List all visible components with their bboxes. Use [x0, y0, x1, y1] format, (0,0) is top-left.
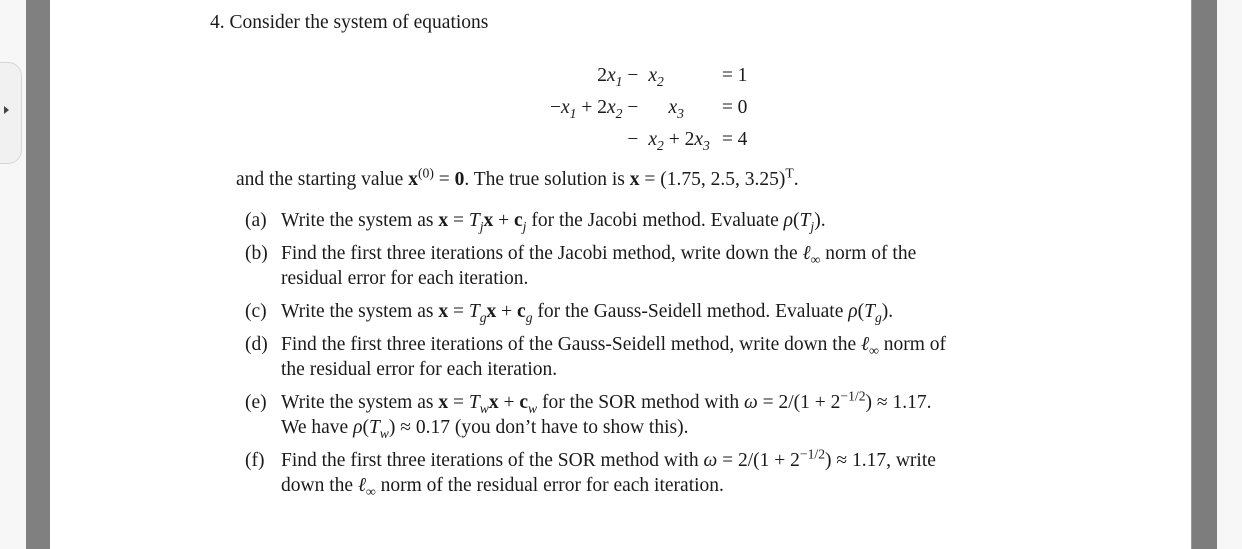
part-label: (e)	[245, 392, 267, 413]
math-symbol: T	[468, 392, 480, 413]
math-vector: c	[517, 301, 526, 322]
math-vector: c	[519, 392, 528, 413]
subscript: j	[479, 218, 484, 234]
part-text-line	[281, 360, 557, 380]
problem-intro: Consider the system of equations	[229, 12, 489, 33]
math-symbol: x	[694, 129, 703, 150]
subscript: j	[522, 218, 527, 234]
subscript: 1	[615, 73, 623, 89]
text-run: −	[550, 97, 561, 118]
equation-term	[550, 60, 638, 92]
equation-term	[638, 60, 709, 92]
text-run: Find the first three iterations of the Jacobi method, write down the	[281, 243, 803, 264]
expand-arrow-icon[interactable]	[4, 106, 9, 114]
subscript: g	[525, 309, 533, 325]
text-run: ) ≈ 1.17, write	[825, 450, 936, 471]
text-run: ).	[814, 210, 826, 231]
text-run: 2	[597, 65, 607, 86]
equation-system	[550, 60, 747, 156]
math-symbol: ρ	[783, 210, 794, 231]
part-text-line	[281, 417, 689, 441]
text-run: for the SOR method with	[537, 392, 744, 413]
math-symbol: ℓ	[357, 475, 367, 496]
subscript: ∞	[869, 342, 879, 358]
math-vector: x	[438, 210, 449, 231]
text-run: ) ≈ 0.17 (you don’t have to show this).	[388, 417, 689, 438]
text-run: We have	[281, 417, 354, 438]
text-run: =	[433, 169, 455, 190]
math-symbol: x	[648, 129, 657, 150]
text-run: =	[448, 392, 469, 413]
superscript: −1/2	[840, 388, 866, 404]
math-symbol: x	[606, 65, 616, 86]
math-vector: x	[438, 301, 449, 322]
superscript: T	[785, 165, 794, 181]
text-run: = (1.75, 2.5, 3.25)	[639, 169, 786, 190]
text-run: for the Jacobi method. Evaluate	[526, 210, 784, 231]
equation-term	[550, 92, 638, 124]
text-run: =	[448, 210, 469, 231]
math-symbol: ω	[703, 450, 718, 471]
math-vector: x	[629, 169, 640, 190]
text-run: = 1	[721, 65, 748, 86]
text-run: (	[362, 417, 369, 438]
text-run: . The true solution is	[464, 169, 630, 190]
math-symbol: ℓ	[802, 243, 811, 264]
math-symbol: ℓ	[861, 334, 870, 355]
math-symbol: x	[648, 65, 657, 86]
math-vector: c	[514, 210, 523, 231]
math-vector: 0	[454, 169, 465, 190]
part-label: (d)	[245, 334, 268, 355]
equation-term	[638, 124, 709, 156]
text-run: norm of the residual error for each iteration.	[375, 475, 724, 496]
text-run: Find the first three iterations of the SOR method with	[281, 450, 704, 471]
text-run: down the	[281, 475, 358, 496]
text-run: residual error for each iteration.	[281, 268, 529, 289]
text-run: ) ≈ 1.17.	[865, 392, 932, 413]
text-run: norm of	[878, 334, 947, 355]
text-run: −	[627, 129, 639, 150]
subscript: w	[479, 400, 489, 416]
math-symbol: T	[799, 210, 811, 231]
equation-row	[550, 92, 747, 124]
viewer-gutter-left	[26, 0, 50, 549]
text-run: −	[622, 65, 639, 86]
equation-row	[550, 60, 747, 92]
part-label: (a)	[245, 210, 267, 231]
text-run: (	[793, 210, 800, 231]
text-run: +	[493, 210, 514, 231]
text-run: = 2/(1 + 2	[717, 450, 800, 471]
text-run: Write the system as	[281, 392, 439, 413]
math-vector: x	[486, 301, 497, 322]
part-text-line	[281, 475, 724, 499]
subscript: w	[527, 400, 538, 416]
text-run: Write the system as	[281, 210, 439, 231]
math-vector: x	[488, 392, 499, 413]
subscript: 2	[615, 105, 623, 121]
math-symbol: ω	[743, 392, 758, 413]
math-vector: x	[483, 210, 494, 231]
math-symbol: T	[468, 210, 480, 231]
text-run: Find the first three iterations of the Gauss-Seidell method, write down the	[281, 334, 862, 355]
part-label: (c)	[245, 301, 267, 322]
text-run: + 2	[576, 97, 607, 118]
text-run: = 4	[721, 129, 748, 150]
text-run: = 2/(1 + 2	[757, 392, 841, 413]
text-run: Write the system as	[281, 301, 439, 322]
math-symbol: T	[368, 417, 380, 438]
math-symbol: x	[668, 97, 678, 118]
text-run: + 2	[663, 129, 695, 150]
text-run: .	[793, 169, 799, 190]
math-symbol: x	[561, 97, 570, 118]
equation-term	[550, 124, 638, 156]
part-text-line	[281, 301, 894, 325]
math-vector: x	[438, 392, 449, 413]
problem-number: 4.	[210, 12, 225, 33]
equation-term	[710, 124, 748, 156]
subscript: 3	[677, 105, 684, 121]
subscript: g	[479, 309, 487, 325]
part-text-line	[281, 446, 936, 471]
text-run: = 0	[721, 97, 748, 118]
text-run: for the Gauss-Seidell method. Evaluate	[532, 301, 849, 322]
equation-term	[710, 92, 748, 124]
part-text-line	[281, 388, 932, 416]
subscript: 3	[702, 137, 710, 153]
part-text-line	[281, 269, 528, 289]
equation-term	[710, 60, 748, 92]
text-run: ).	[881, 301, 894, 322]
math-symbol: x	[606, 97, 616, 118]
subscript: j	[810, 218, 815, 234]
part-text-line	[281, 334, 947, 358]
math-symbol: ρ	[848, 301, 858, 322]
equation-term	[638, 92, 658, 124]
superscript: (0)	[417, 165, 434, 181]
math-symbol: T	[468, 301, 480, 322]
subscript: 1	[569, 105, 577, 121]
math-symbol: T	[864, 301, 875, 322]
document-page	[50, 0, 1191, 549]
viewer-scrollbar-track[interactable]	[1191, 0, 1217, 549]
text-run: (	[857, 301, 865, 322]
superscript: −1/2	[799, 446, 826, 462]
text-run: −	[622, 97, 639, 118]
subscript: w	[379, 425, 389, 441]
subscript: ∞	[366, 483, 376, 499]
math-vector: x	[408, 169, 418, 190]
part-label: (b)	[245, 243, 268, 264]
equation-row	[550, 124, 747, 156]
subscript: g	[874, 309, 882, 325]
text-run: =	[448, 301, 469, 322]
equation-term	[658, 92, 709, 124]
math-symbol: ρ	[353, 417, 363, 438]
problem-heading	[210, 13, 488, 33]
text-run: +	[496, 301, 518, 322]
subscript: ∞	[810, 251, 821, 267]
subscript: 2	[657, 137, 664, 153]
problem-statement	[236, 165, 799, 190]
text-run: the residual error for each iteration.	[281, 359, 558, 380]
part-text-line	[281, 210, 826, 234]
part-label: (f)	[245, 450, 265, 471]
subscript: 2	[657, 73, 664, 89]
part-text-line	[281, 243, 917, 267]
text-run: and the starting value	[236, 169, 409, 190]
text-run: norm of the	[820, 243, 917, 264]
text-run: +	[498, 392, 520, 413]
